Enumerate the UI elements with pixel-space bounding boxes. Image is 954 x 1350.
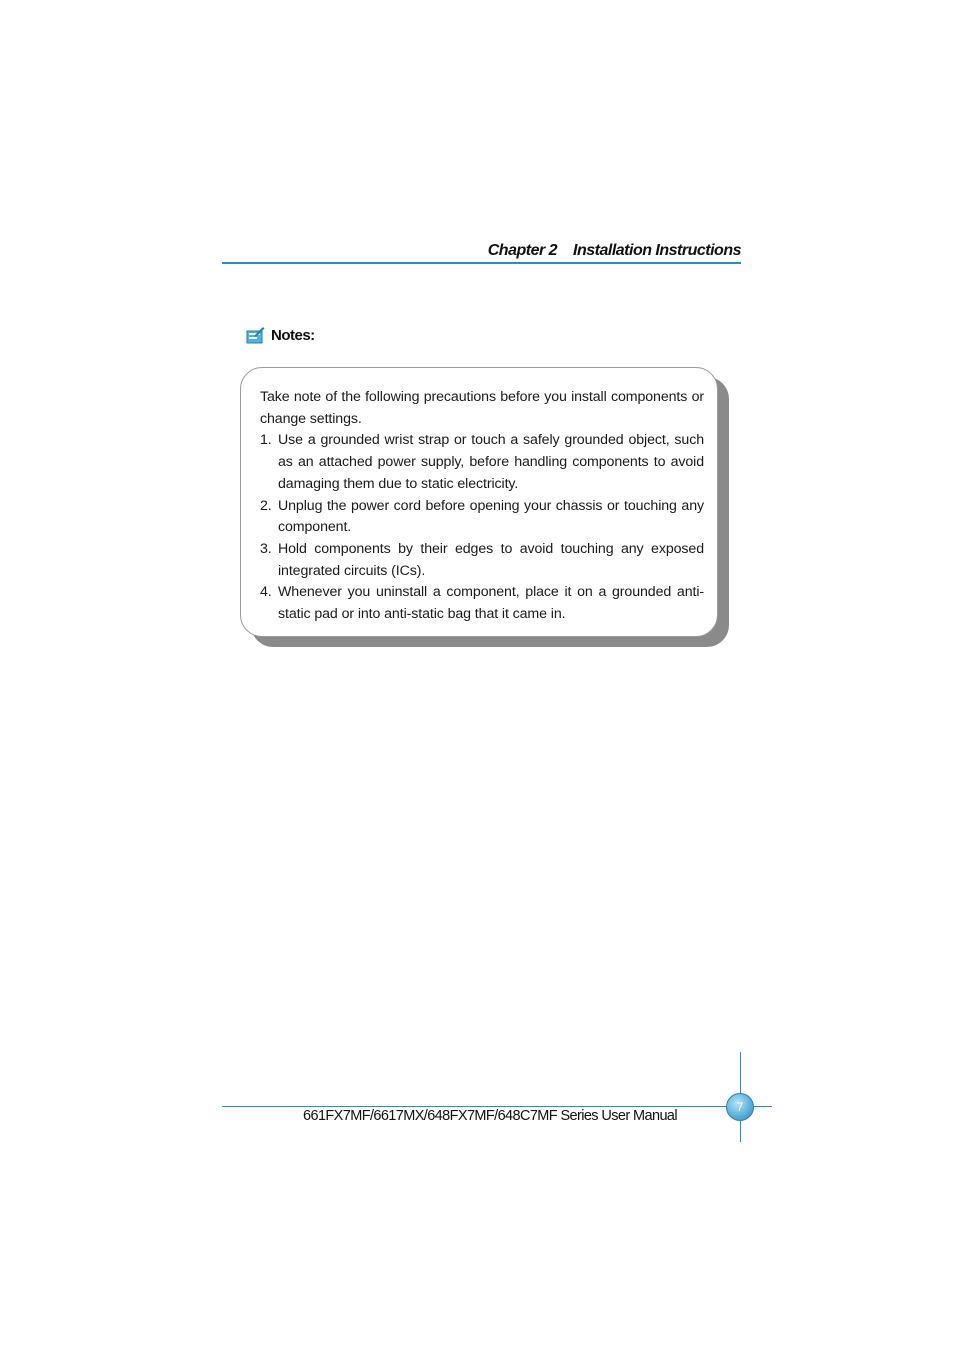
- list-item: [260, 539, 704, 582]
- list-item: [260, 496, 704, 539]
- chapter-label: Chapter 2: [487, 242, 558, 259]
- notes-heading: [246, 326, 315, 345]
- chapter-header: [222, 242, 741, 260]
- chapter-title: Installation Instructions: [573, 242, 741, 259]
- notes-intro: Take note of the following precautions before you install components or change settings.: [260, 389, 704, 427]
- notes-heading-label: Notes:: [271, 327, 315, 344]
- pencil-note-icon: [246, 326, 265, 345]
- list-item-number: 4.: [260, 584, 272, 601]
- page-number-badge: 7: [726, 1093, 754, 1121]
- notes-content: [260, 387, 704, 626]
- manual-title: 661FX7MF/6617MX/648FX7MF/648C7MF Series User Manual: [303, 1108, 677, 1124]
- list-item-text: Whenever you uninstall a component, place it on a grounded anti-static pad or into anti-static bag that it came in.: [278, 584, 704, 623]
- list-item: [260, 430, 704, 495]
- header-rule: [222, 262, 741, 264]
- list-item-text: Unplug the power cord before opening your chassis or touching any component.: [278, 497, 704, 536]
- list-item-text: Use a grounded wrist strap or touch a safely grounded object, such as an attached power supply, before handling components to avoid damaging them due to static electricity.: [278, 432, 704, 492]
- list-item-number: 3.: [260, 540, 272, 557]
- list-item: [260, 582, 704, 625]
- list-item-number: 2.: [260, 497, 272, 514]
- list-item-text: Hold components by their edges to avoid touching any exposed integrated circuits (ICs).: [278, 540, 704, 579]
- footer-rule: [222, 1106, 772, 1107]
- list-item-number: 1.: [260, 432, 272, 449]
- precautions-list: [260, 430, 704, 625]
